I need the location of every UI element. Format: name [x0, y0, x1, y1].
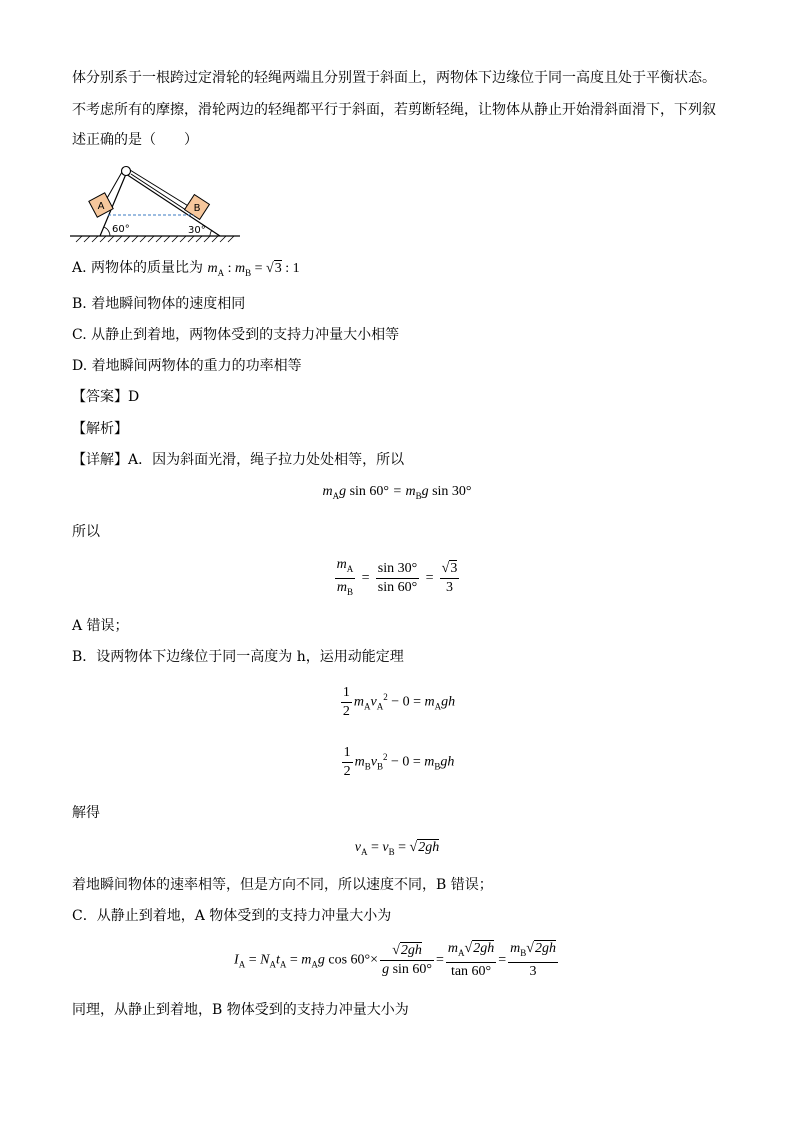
analysis-label: 【解析】 — [72, 421, 128, 437]
jiede-text: 解得 — [72, 805, 100, 821]
detail-a-text: A．因为斜面光滑，绳子拉力处处相等，所以 — [128, 452, 405, 468]
option-a-text: A. 两物体的质量比为 — [72, 260, 204, 276]
question-line-3: 述正确的是（ ） — [72, 132, 198, 148]
angle-30-label: 30° — [188, 225, 206, 236]
rope-left — [106, 172, 122, 200]
rope-right-inner — [131, 174, 192, 214]
incline-pulley-figure — [70, 160, 245, 245]
equation-1: $m_Ag$ $\sin 60^\circ = m_Bg$ sin 30° — [322, 484, 472, 501]
equation-4: $\frac{1}{2}$ $m_Bv_B^2 - 0 = m_Bgh$ — [343, 745, 455, 779]
detail-label: 【详解】 — [72, 452, 128, 468]
a-wrong-text: A 错误； — [72, 618, 129, 634]
detail-a-line — [72, 450, 404, 470]
so-text: 所以 — [72, 524, 100, 540]
angle-arc-right — [210, 230, 212, 236]
angle-arc-left — [104, 227, 110, 236]
option-d: D. 着地瞬间两物体的重力的功率相等 — [72, 358, 302, 374]
answer-line — [72, 387, 139, 407]
option-c: C. 从静止到着地，两物体受到的支持力冲量大小相等 — [72, 327, 400, 343]
question-line-1: 体分别系于一根跨过定滑轮的轻绳两端且分别置于斜面上，两物体下边缘位于同一高度且处于平衡状态。 — [72, 70, 716, 86]
equation-6: $I_A = N_At_A = m_Ag$ cos 60°× $\frac{√2gh}{\text{g sin 60°}}$ = $\frac{m_A√2gh}{\tan 60^\circ}$ = $\frac{m_B√2gh}{3}$ — [234, 941, 556, 979]
detail-b-text: B．设两物体下边缘位于同一高度为 h，运用动能定理 — [72, 649, 404, 665]
option-a-ratio: $m_A$ : $m_B = √3$ : 1 — [207, 261, 300, 278]
b-conclusion-text: 着地瞬间物体的速率相等，但是方向不同，所以速度不同，B 错误； — [72, 877, 493, 893]
block-a-label: A — [97, 201, 105, 212]
option-b: B. 着地瞬间物体的速度相同 — [72, 296, 246, 312]
answer-value: D — [128, 389, 140, 405]
ground-hatching — [76, 236, 234, 242]
answer-label: 【答案】 — [72, 389, 128, 405]
angle-60-label: 60° — [112, 224, 130, 235]
detail-c-text: C．从静止到着地，A 物体受到的支持力冲量大小为 — [72, 908, 392, 924]
equation-5: $v_A = v_B = √2gh$ — [354, 840, 440, 857]
question-line-2: 不考虑所有的摩擦，滑轮两边的轻绳都平行于斜面，若剪断轻绳，让物体从静止开始滑斜面滑下，下列叙 — [72, 102, 716, 118]
c-similar-text: 同理，从静止到着地，B 物体受到的支持力冲量大小为 — [72, 1002, 409, 1018]
equation-2: $\frac{m_A}{m_B}$ = $\frac{\sin 30^\circ}{\sin 60^\circ}$ = $\frac{√3}{3}$ — [336, 557, 458, 597]
block-b-label: B — [193, 203, 201, 214]
equation-3: $\frac{1}{2}$ $m_Av_A^2 - 0 = m_Agh$ — [342, 685, 456, 719]
option-a — [72, 258, 300, 283]
pulley — [122, 167, 131, 176]
